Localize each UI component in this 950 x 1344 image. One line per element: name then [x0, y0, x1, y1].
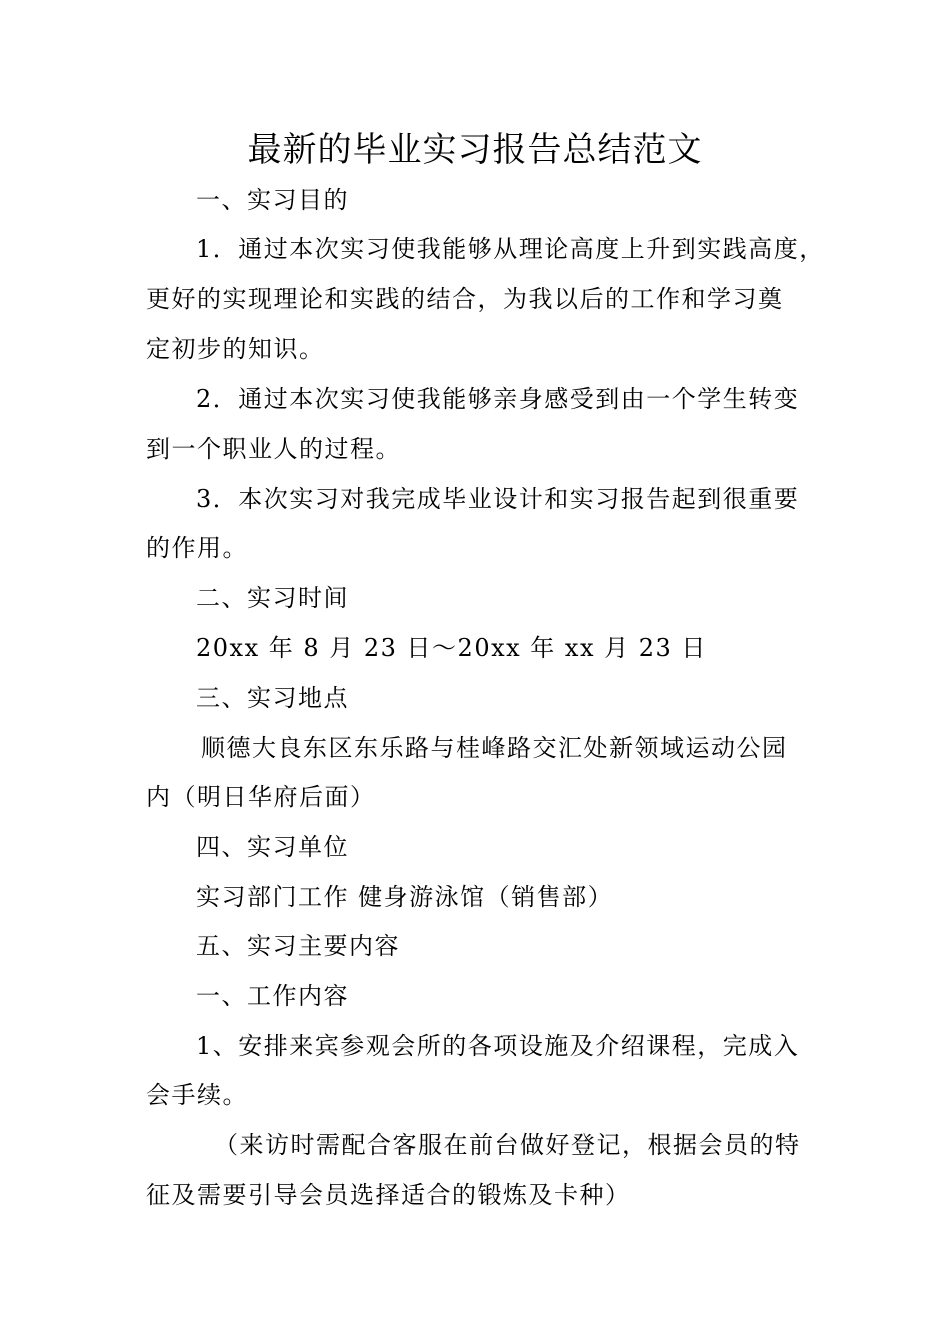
paragraph-line: 内（明日华府后面）	[146, 783, 376, 811]
section-heading-content: 五、实习主要内容	[196, 932, 400, 960]
section-heading-time: 二、实习时间	[196, 584, 349, 612]
paragraph-line: 会手续。	[146, 1081, 248, 1109]
paragraph-line: 3．本次实习对我完成毕业设计和实习报告起到很重要	[196, 485, 800, 513]
sub-heading-work: 一、工作内容	[196, 982, 349, 1010]
paragraph-line: 1、安排来宾参观会所的各项设施及介绍课程，完成入	[196, 1032, 800, 1060]
paragraph-line: 顺德大良东区东乐路与桂峰路交汇处新领域运动公园	[201, 734, 788, 762]
section-heading-unit: 四、实习单位	[196, 833, 349, 861]
section-heading-purpose: 一、实习目的	[196, 186, 349, 214]
paragraph-line: 更好的实现理论和实践的结合，为我以后的工作和学习奠	[146, 285, 784, 313]
paragraph-line: 20xx 年 8 月 23 日～20xx 年 xx 月 23 日	[196, 634, 707, 662]
paragraph-line: 征及需要引导会员选择适合的锻炼及卡种）	[146, 1181, 631, 1209]
paragraph-line: 实习部门工作 健身游泳馆（销售部）	[196, 883, 614, 911]
document-title: 最新的毕业实习报告总结范文	[247, 130, 703, 170]
paragraph-line: 到一个职业人的过程。	[146, 435, 401, 463]
paragraph-line: 定初步的知识。	[146, 335, 325, 363]
paragraph-line: 的作用。	[146, 534, 248, 562]
paragraph-line: 2．通过本次实习使我能够亲身感受到由一个学生转变	[196, 385, 800, 413]
paragraph-line: （来访时需配合客服在前台做好登记，根据会员的特	[214, 1131, 801, 1159]
paragraph-line: 1．通过本次实习使我能够从理论高度上升到实践高度，	[196, 235, 825, 263]
section-heading-location: 三、实习地点	[196, 684, 349, 712]
